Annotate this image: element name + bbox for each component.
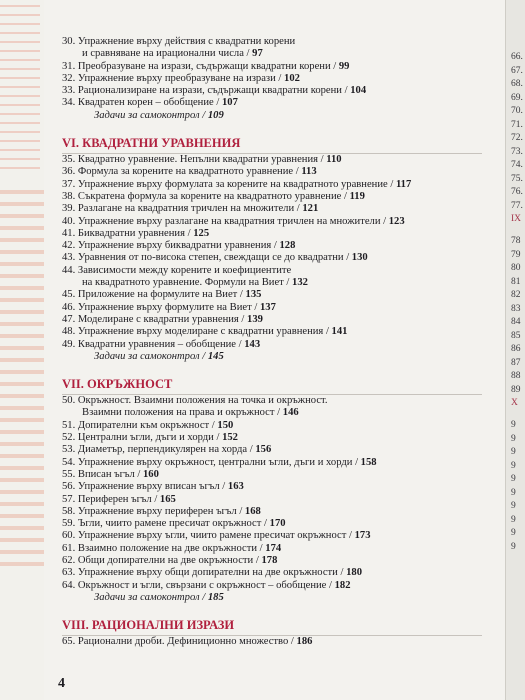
toc-entry-page: 104 — [350, 85, 367, 97]
toc-entry — [62, 110, 502, 122]
toc-entry — [62, 457, 502, 469]
toc-entry-title: 39. Разлагане на квадратния тричлен на множители / — [62, 203, 303, 215]
toc-entry — [62, 277, 502, 289]
toc-entry-page: 110 — [326, 154, 342, 166]
toc-entry — [62, 636, 502, 648]
facing-page-number: 71. — [511, 119, 523, 130]
toc-entry-page: 117 — [395, 178, 412, 190]
toc-entry — [62, 73, 502, 85]
toc-entry-title: Задачи за самоконтрол / — [94, 109, 208, 121]
toc-entry — [62, 289, 502, 301]
toc-entry-page: 125 — [193, 227, 210, 239]
toc-entry — [62, 530, 502, 542]
facing-page-number: 81 — [511, 276, 521, 287]
toc-entry-title: и сравняване на ирационални числа / — [82, 48, 253, 60]
toc-entry-page: 113 — [301, 166, 317, 178]
facing-page-number: 83 — [511, 303, 521, 314]
toc-entry — [62, 265, 502, 277]
facing-page-number: 9 — [511, 528, 516, 538]
toc-entry-page: 156 — [255, 444, 272, 456]
facing-page-number: 74. — [511, 160, 523, 170]
toc-entry — [62, 395, 502, 407]
toc-entry — [62, 555, 502, 567]
toc-entry-title: 57. Периферен ъгъл / — [62, 493, 160, 505]
facing-page-number: 89 — [511, 384, 521, 395]
toc-entry-page: 139 — [247, 313, 263, 325]
toc-entry-page: 160 — [142, 468, 159, 480]
toc-entry-title: 40. Упражнение върху разлагане на квадратния тричлен на множители / — [62, 215, 389, 227]
toc-entry-page: 158 — [360, 456, 377, 468]
toc-entry-title: 33. Рационализиране на изрази, съдържащи квадратни корени / — [62, 85, 351, 97]
toc-entry-title: 37. Упражнение върху формулата за корените на квадратното уравнение / — [62, 178, 396, 190]
toc-entry-title: 64. Окръжност и ъгли, свързани с окръжност – обобщение / — [62, 579, 335, 591]
table-of-contents — [62, 36, 502, 648]
toc-entry-page: 99 — [338, 60, 350, 72]
toc-entry-page: 165 — [159, 493, 176, 505]
toc-entry-title: 32. Упражнение върху преобразуване на изрази / — [62, 72, 285, 84]
toc-entry-page: 168 — [244, 505, 261, 517]
toc-entry-title: Задачи за самоконтрол / — [94, 350, 208, 362]
facing-page-number: IX — [511, 214, 522, 224]
toc-entry-title: 35. Квадратно уравнение. Непълни квадратни уравнения / — [62, 154, 327, 166]
toc-entry — [62, 191, 502, 203]
toc-entry-page: 173 — [354, 530, 371, 542]
toc-entry-title: 60. Упражнение върху ъгли, чиито рамене пресичат окръжност / — [62, 530, 355, 542]
toc-entry-page: 174 — [265, 542, 282, 554]
toc-entry — [62, 580, 502, 592]
toc-entry-page: 141 — [331, 326, 348, 338]
facing-page-number: 66. — [511, 52, 523, 62]
facing-page-number: 9 — [511, 447, 516, 457]
facing-page-number: 87 — [511, 357, 521, 368]
toc-entry-page: 119 — [349, 190, 365, 202]
toc-entry — [62, 314, 502, 326]
toc-entry-title: 36. Формула за корените на квадратното уравнение / — [62, 166, 302, 178]
toc-entry — [62, 567, 502, 579]
toc-entry — [62, 420, 502, 432]
toc-entry-page: 137 — [259, 301, 276, 313]
decorative-stripes — [0, 190, 44, 570]
facing-page-number: 9 — [511, 487, 516, 498]
toc-entry-title: 50. Окръжност. Взаимни положения на точка и окръжност. — [62, 395, 328, 407]
toc-entry — [62, 351, 502, 363]
toc-entry-page: 163 — [227, 481, 244, 493]
toc-entry-title: 48. Упражнение върху моделиране с квадратни уравнения / — [62, 326, 332, 338]
toc-entry — [62, 339, 502, 351]
toc-entry-title: 45. Приложение на формулите на Виет / — [62, 289, 246, 301]
facing-page-number: 9 — [511, 474, 516, 484]
facing-page-number: 9 — [511, 501, 516, 511]
facing-page-number: 9 — [511, 460, 516, 471]
toc-entry-title: 63. Упражнение върху общи допирателни на две окръжности / — [62, 567, 347, 579]
toc-entry-page: 146 — [282, 407, 299, 419]
facing-page-edge — [505, 0, 525, 700]
toc-entry-page: 109 — [207, 109, 224, 121]
toc-entry-page: 123 — [388, 215, 405, 227]
page-number: 4 — [58, 676, 65, 691]
facing-page-number: 85 — [511, 330, 521, 341]
toc-entry — [62, 228, 502, 240]
toc-entry-page: 182 — [334, 579, 351, 591]
toc-entry-page: 150 — [217, 419, 234, 431]
toc-entry-title: на квадратното уравнение. Формули на Виет / — [82, 277, 293, 289]
toc-entry — [62, 166, 502, 178]
toc-entry — [62, 518, 502, 530]
toc-entry-title: 42. Упражнение върху биквадратни уравнения / — [62, 240, 280, 252]
facing-page-number: 79 — [511, 249, 521, 260]
toc-entry — [62, 216, 502, 228]
facing-page-number: 9 — [511, 420, 516, 430]
toc-entry-page: 178 — [261, 554, 278, 566]
facing-page-number: 72. — [511, 133, 523, 143]
toc-entry-title: 61. Взаимно положение на две окръжности / — [62, 542, 266, 554]
toc-entry-page: 180 — [346, 567, 362, 579]
toc-entry-title: 52. Централни ъгли, дъги и хорди / — [62, 432, 223, 444]
facing-page-number: 70. — [511, 106, 523, 116]
facing-page-number: 67. — [511, 65, 523, 76]
toc-entry — [62, 326, 502, 338]
toc-entry — [62, 85, 502, 97]
toc-entry — [62, 543, 502, 555]
toc-entry-title: 58. Упражнение върху периферен ъгъл / — [62, 505, 245, 517]
toc-entry — [62, 407, 502, 419]
facing-page-number: 80 — [511, 263, 521, 273]
toc-entry-page: 130 — [351, 252, 368, 264]
toc-entry — [62, 48, 502, 60]
toc-entry-title: Задачи за самоконтрол / — [94, 591, 208, 603]
toc-entry — [62, 179, 502, 191]
toc-entry — [62, 481, 502, 493]
facing-page-number: 69. — [511, 92, 523, 103]
toc-entry — [62, 444, 502, 456]
toc-entry-title: 55. Вписан ъгъл / — [62, 468, 143, 480]
facing-page-number: 68. — [511, 79, 523, 89]
facing-page-number: 88 — [511, 371, 521, 381]
toc-entry — [62, 592, 502, 604]
toc-entry-title: 30. Упражнение върху действия с квадратни корени — [62, 36, 296, 47]
toc-entry-title: 41. Биквадратни уравнения / — [62, 227, 194, 239]
toc-entry — [62, 252, 502, 264]
toc-entry-page: 121 — [302, 203, 319, 215]
facing-page-number: 84 — [511, 317, 521, 327]
toc-entry — [62, 240, 502, 252]
toc-entry-page: 135 — [245, 289, 262, 301]
facing-page-number: 86 — [511, 344, 521, 354]
toc-entry-title: 51. Допирателни към окръжност / — [62, 419, 218, 431]
facing-page-number: 82 — [511, 290, 521, 300]
toc-entry — [62, 506, 502, 518]
toc-entry-title: 56. Упражнение върху вписан ъгъл / — [62, 481, 228, 493]
facing-page-number: X — [511, 398, 518, 408]
decorative-stripes-top — [0, 5, 40, 175]
chapter-heading: VI. КВАДРАТНИ УРАВНЕНИЯ — [62, 136, 241, 151]
toc-entry — [62, 432, 502, 444]
toc-entry-title: 43. Уравнения от по-висока степен, свеждащи се до квадратни / — [62, 252, 352, 264]
toc-entry-page: 107 — [221, 97, 238, 109]
toc-entry-title: 59. Ъгли, чиито рамене пресичат окръжност / — [62, 518, 270, 530]
toc-entry-title: 31. Преобразуване на изрази, съдържащи квадратни корени / — [62, 60, 339, 72]
facing-page-number: 9 — [511, 541, 516, 552]
toc-entry-title: 49. Квадратни уравнения – обобщение / — [62, 338, 245, 350]
facing-page-number: 9 — [511, 514, 516, 525]
toc-entry-page: 186 — [296, 636, 313, 648]
toc-entry — [62, 302, 502, 314]
toc-entry-page: 143 — [244, 338, 261, 350]
toc-entry — [62, 61, 502, 73]
toc-entry-title: 46. Упражнение върху формулите на Виет / — [62, 301, 260, 313]
chapter-heading: VII. ОКРЪЖНОСТ — [62, 377, 173, 392]
toc-entry-page: 185 — [207, 591, 224, 603]
chapter-heading: VIII. РАЦИОНАЛНИ ИЗРАЗИ — [62, 618, 235, 633]
toc-entry — [62, 154, 502, 166]
toc-entry — [62, 203, 502, 215]
toc-entry — [62, 97, 502, 109]
toc-entry-title: 34. Квадратен корен – обобщение / — [62, 97, 222, 109]
page-gutter — [0, 0, 44, 700]
toc-entry-title: Взаимни положения на права и окръжност / — [82, 407, 283, 419]
toc-entry-page: 102 — [284, 72, 300, 84]
facing-page-number: 75. — [511, 173, 523, 184]
toc-entry-title: 53. Диаметър, перпендикулярен на хорда / — [62, 444, 256, 456]
facing-page-number: 73. — [511, 146, 523, 157]
toc-entry-page: 97 — [252, 48, 263, 60]
toc-entry-title: 44. Зависимости между корените и коефициентите — [62, 264, 292, 276]
toc-entry — [62, 469, 502, 481]
toc-entry-page: 145 — [207, 350, 224, 362]
toc-entry-page: 128 — [279, 240, 296, 252]
toc-entry-title: 38. Съкратена формула за корените на квадратното уравнение / — [62, 190, 350, 202]
facing-page-number: 9 — [511, 433, 516, 444]
toc-entry-title: 65. Рационални дроби. Дефиниционно множество / — [62, 636, 297, 648]
toc-entry — [62, 36, 502, 48]
toc-entry-page: 152 — [222, 432, 238, 444]
facing-page-number: 76. — [511, 187, 523, 197]
toc-entry-page: 132 — [292, 277, 308, 289]
toc-entry-title: 62. Общи допирателни на две окръжности / — [62, 554, 262, 566]
toc-entry-page: 170 — [269, 518, 286, 530]
toc-entry — [62, 494, 502, 506]
facing-page-number: 78 — [511, 236, 521, 246]
toc-entry-title: 54. Упражнение върху окръжност, централни ъгли, дъги и хорди / — [62, 456, 361, 468]
toc-entry-title: 47. Моделиране с квадратни уравнения / — [62, 313, 248, 325]
facing-page-number: 77. — [511, 200, 523, 211]
